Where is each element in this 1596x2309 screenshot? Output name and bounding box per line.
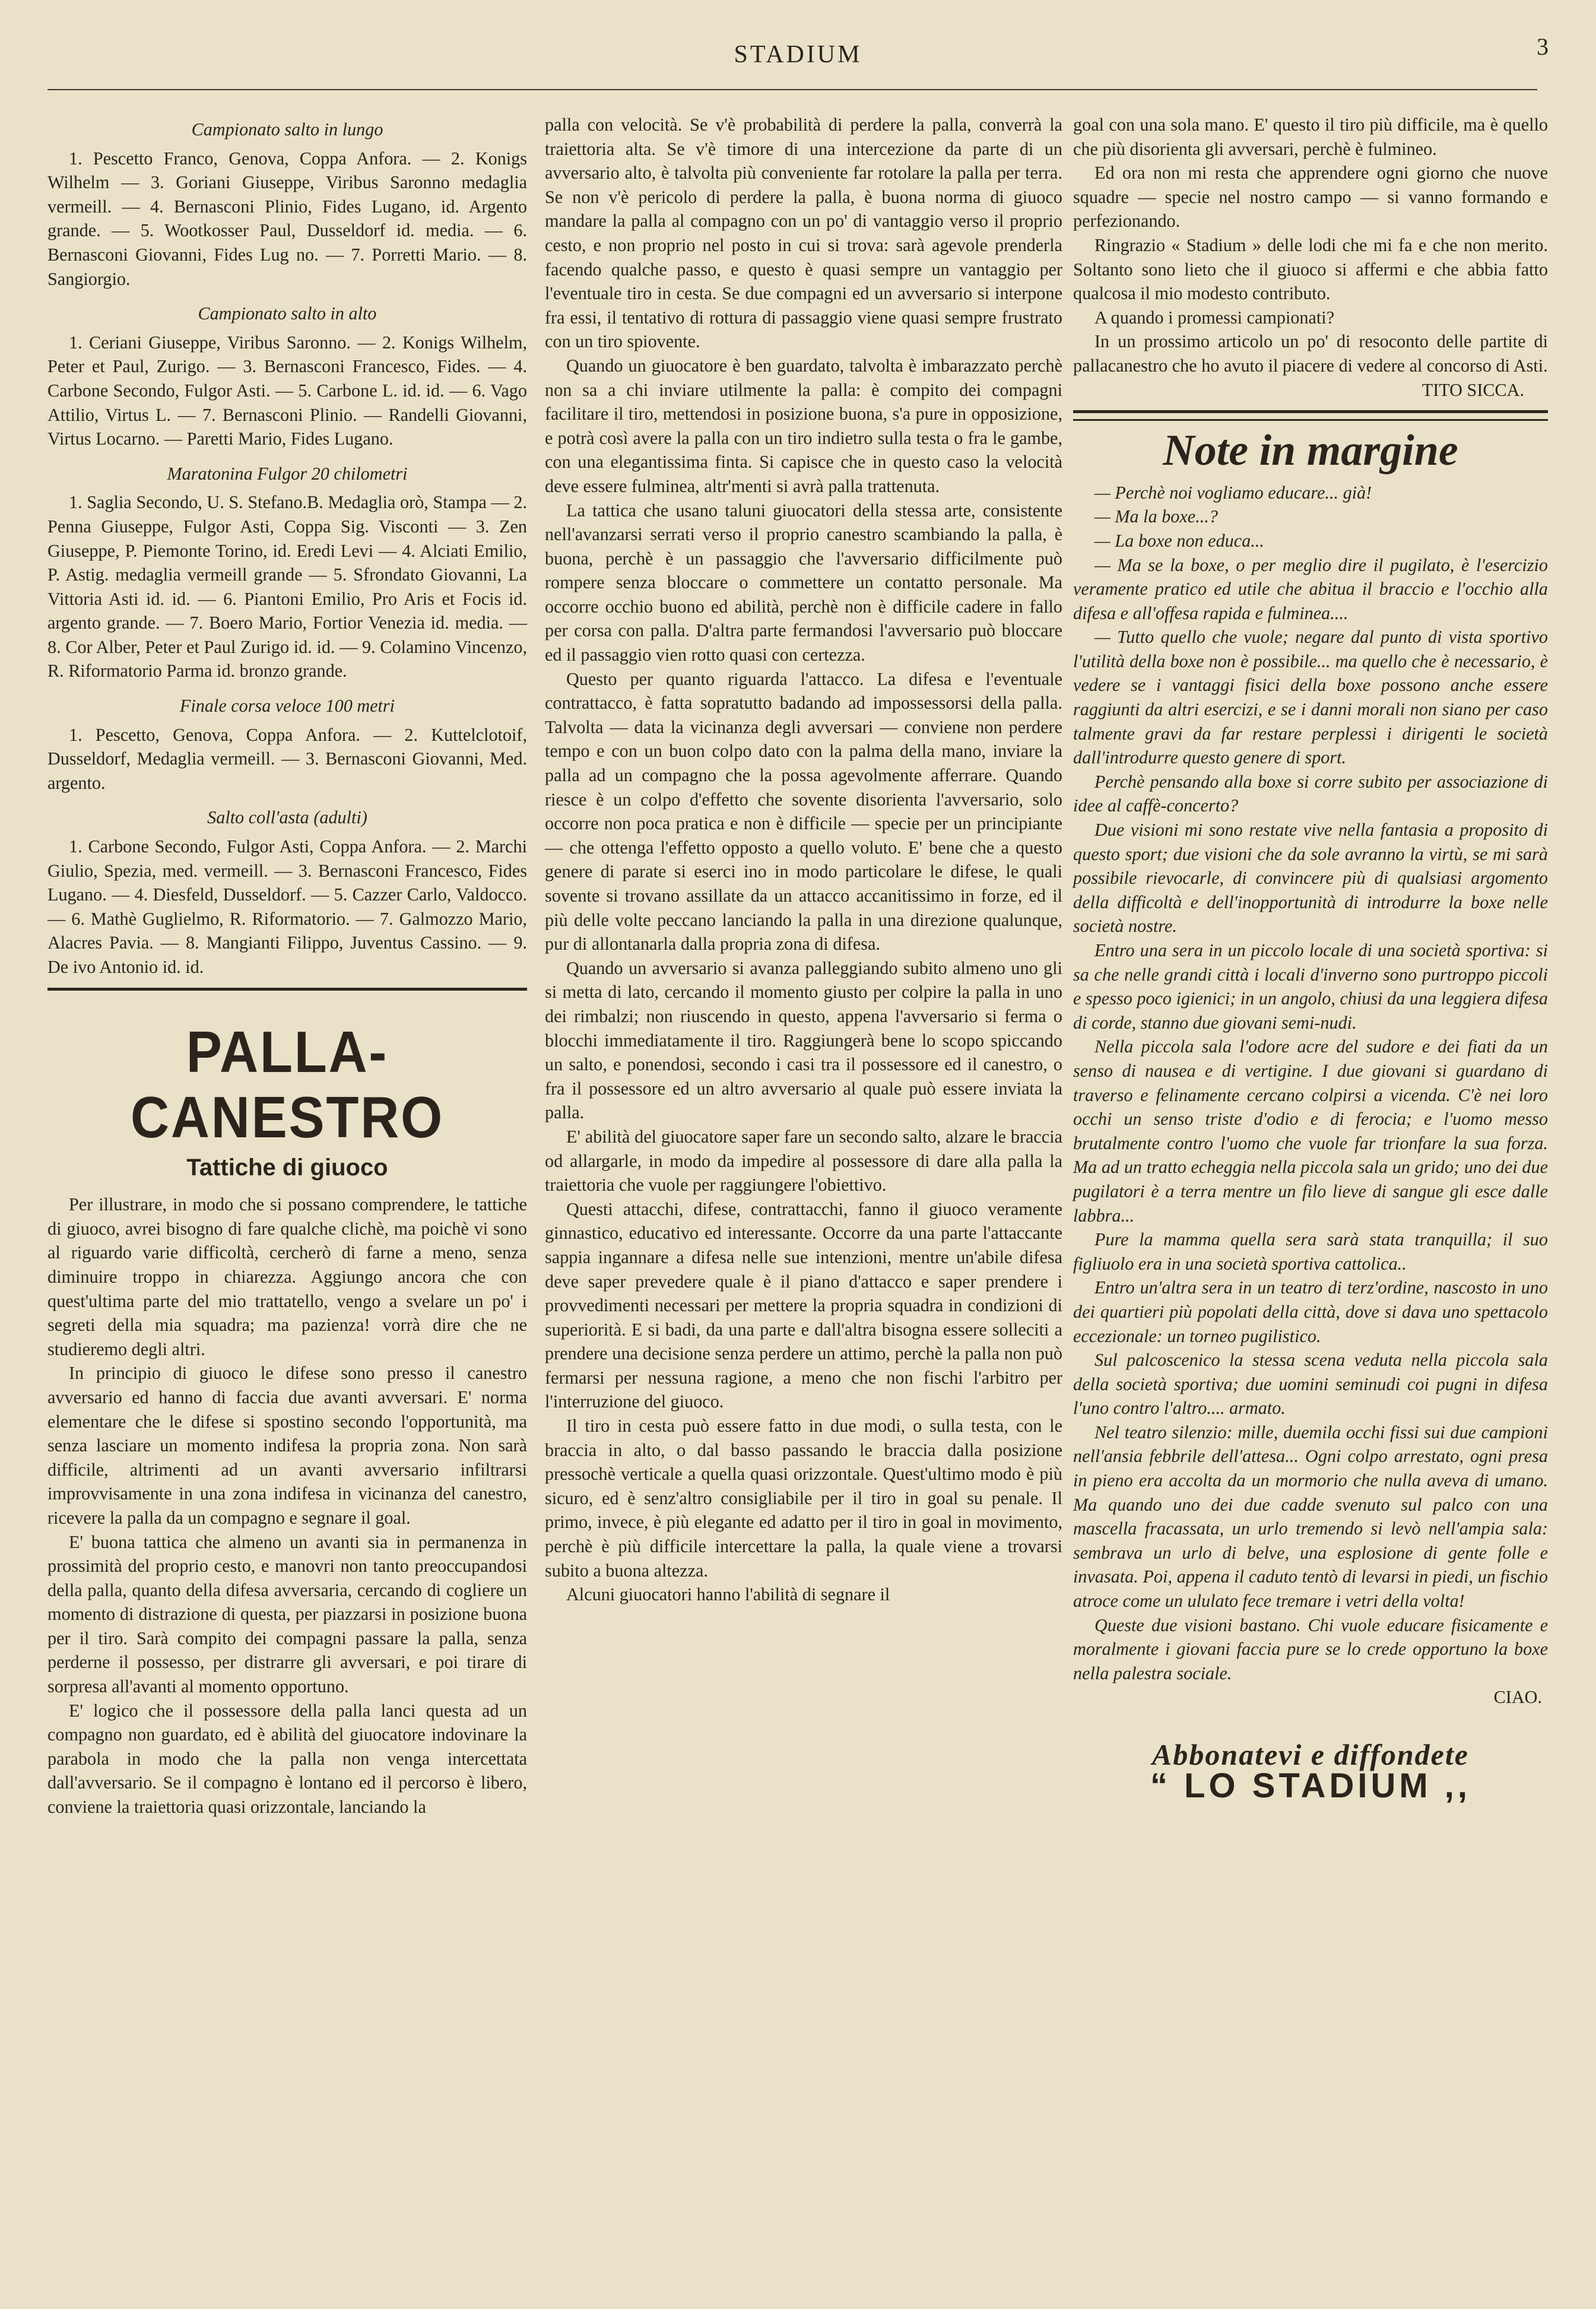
column-left xyxy=(47,113,527,1819)
masthead: STADIUM xyxy=(734,41,862,68)
note-paragraph: — Ma la boxe...? xyxy=(1094,506,1218,527)
results-corsa-veloce: 1. Pescetto, Genova, Coppa Anfora. — 2. Kuttelclotoif, Dusseldorf, Medaglia vermeill. — 3. Bernasconi Giovanni, Med. argento. xyxy=(47,724,527,793)
article-paragraph: palla con velocità. Se v'è probabilità di perdere la palla, converrà la traiettoria alta. Se v'è timore di una intercezione da parte di un avversario alto, è talvolta più conveniente far rotolare la palla per terra. Se non v'è pericolo di perdere la palla, è buona norma di giuoco mandare la palla al compagno con un po' di vantaggio verso il proprio cesto, e non proprio nel posto in cui si trova: sarà agevole prenderla facendo qualche passo, e questo è quasi sempre un vantaggio per l'eventuale tiro in cesta. Se due compagni ed un avversario si interpone fra essi, il tentativo di rottura di passaggio viene quasi sempre frustrato con un tiro spiovente. xyxy=(545,115,1062,352)
notes-body xyxy=(1073,481,1548,1686)
article-paragraph: Questo per quanto riguarda l'attacco. La difesa e l'eventuale contrattacco, è fatta sopratutto badando ad impossessorsi della palla. Talvolta — data la vicinanza degli avversari — conviene non perdere tempo e con un buon colpo dato con la palma della mano, inviare la palla ad un compagno che la possa agevolmente afferrare. Quando riesce è un colpo d'effetto che sovente disorienta l'avversario, solo occorre non poca pratica e non è difficile — specie per un principiante — che ottenga l'effetto opposto a quello voluto. E' bene che a questo genere di parate si eserci ino in modo particolare le difese, le quali sovente si trovano assillate da un attacco accanitissimo in forze, ed il più delle volte peccano lanciando la palla in una direzione qualunque, pur di allontanarla dalla propria zona di difesa. xyxy=(545,668,1062,954)
article-paragraph: La tattica che usano taluni giuocatori della stessa arte, consistente nell'avanzarsi serrati verso il proprio canestro scambiando la palla, è buona, perchè è un passaggio che l'avversario difficilmente può rompere senza bloccare o commettere un contatto personale. Ma occorre occhio buono ed abilità, perchè non è difficile cadere in fallo per corsa con palla. D'altra parte fermandosi l'avversario può bloccare ed il passaggio vien rotto quasi con certezza. xyxy=(545,500,1062,665)
section-divider xyxy=(1073,410,1548,413)
article-paragraph: Questi attacchi, difese, contrattacchi, fanno il giuoco veramente ginnastico, educativo ed interessante. Occorre da una parte l'attaccante sappia ingannare a difesa nelle sue intenzioni, mentre un'abile difesa deve saper prevedere quale è il piano d'attacco e saper prendere i provvedimenti necessari per mettere la propria squadra in condizioni di superiorità. E si badi, da una parte e dall'altra bisogna essere solleciti a prendere una decisione senza perdere un attimo, perchè la palla non può fermarsi per nessuna ragione, a meno che non fischi l'arbitro per l'interruzione del giuoco. xyxy=(545,1198,1062,1412)
article-paragraph: Ed ora non mi resta che apprendere ogni giorno che nuove squadre — specie nel nostro campo — si vanno formando e perfezionando. xyxy=(1073,163,1548,231)
note-paragraph: Perchè pensando alla boxe si corre subito per associazione di idee al caffè-concerto? xyxy=(1073,771,1548,816)
article-paragraph: Quando un giuocatore è ben guardato, talvolta è imbarazzato perchè non sa a chi inviare utilmente la palla: è compito dei compagni facilitare il tiro, mettendosi in posizione buona, s'a pure in opposizione, e potrà così avere la palla con un tiro indietro sulla testa o fra le gambe, con una elegantissima finta. Si capisce che in questo caso la velocità deve essere fulminea, altr'menti si avrà palla trattenuta. xyxy=(545,355,1062,496)
author-signature: TITO SICCA. xyxy=(1422,379,1524,400)
note-paragraph: — Ma se la boxe, o per meglio dire il pugilato, è l'esercizio veramente pratico ed utile che abitua il braccio e l'occhio alla difesa e all'offesa rapida e fulminea.... xyxy=(1073,554,1548,623)
section-title-maratonina: Maratonina Fulgor 20 chilometri xyxy=(167,463,408,484)
article-paragraph: E' logico che il possessore della palla lanci questa ad un compagno non guardato, ed è abilità del giuocatore indovinare la parabola in modo che la palla non venga intercettata dall'avversario. Se il compagno è lontano ed il percorso è libero, conviene la traiettoria quasi orizzontale, lanciando la xyxy=(47,1700,527,1818)
notes-signoff: CIAO. xyxy=(1493,1687,1542,1708)
subscribe-promo-line2: “ LO STADIUM ,, xyxy=(1150,1766,1471,1805)
section-title-salto-lungo: Campionato salto in lungo xyxy=(191,119,383,139)
note-paragraph: Entro un'altra sera in un teatro di terz'ordine, nascosto in uno dei quartieri più popolati della città, dove si dava uno spettacolo eccezionale: un torneo pugilistico. xyxy=(1073,1277,1548,1346)
article-paragraph: Ringrazio « Stadium » delle lodi che mi fa e che non merito. Soltanto sono lieto che il giuoco si affermi e che abbia fatto qualcosa il mio modesto contributo. xyxy=(1073,234,1548,304)
article-paragraph: Quando un avversario si avanza palleggiando subito almeno uno gli si metta di lato, cercando il momento giusto per colpire la palla in uno dei rimbalzi; non riuscendo in questo, appena l'avversario si ferma o blocchi immediatamente il tiro. Raggiungerà bene lo scopo spiccando un salto, e ponendosi, secondo i casi tra il possessore ed il canestro, o fra il possessore ed un altro avversario al quale può essere inviata la palla. xyxy=(545,957,1062,1123)
page-number: 3 xyxy=(1537,33,1549,60)
article-paragraph: In principio di giuoco le difese sono presso il canestro avversario ed hanno di faccia due avanti avversari. E' norma elementare che le difese si spostino secondo l'opportunità, ma senza lasciare un momento indifesa la propria zona. Non sarà difficile, altrimenti ad un avanti avversario infiltrarsi improvvisamente in una zona indifesa in vicinanza del canestro, ricevere la palla da un compagno e segnare il goal. xyxy=(47,1363,527,1528)
article-paragraph: Per illustrare, in modo che si possano comprendere, le tattiche di giuoco, avrei bisogno di fare qualche clichè, ma poichè vi sono al riguardo varie difficoltà, cercherò di farne a meno, senza diminuire troppo in chiarezza. Aggiungo ancora che con quest'ultima parte del mio trattatello, vengo a svelare un po' i segreti della mia squadra; ma pazienza! vorrà dire che ne studieremo degli altri. xyxy=(47,1194,527,1359)
note-in-margine-title: Note in margine xyxy=(1163,426,1458,475)
note-paragraph: Queste due visioni bastano. Chi vuole educare fisicamente e moralmente i giovani faccia pure se lo crede opportuno la boxe nella palestra sociale. xyxy=(1073,1615,1548,1683)
note-paragraph: Pure la mamma quella sera sarà stata tranquilla; il suo figliuolo era in una società sportiva cattolica.. xyxy=(1073,1229,1548,1274)
note-paragraph: — Perchè noi vogliamo educare... già! xyxy=(1094,482,1372,503)
article-paragraph: In un prossimo articolo un po' di resoconto delle partite di pallacanestro che ho avuto il piacere di vedere al concorso di Asti. xyxy=(1073,331,1548,376)
column-right xyxy=(1073,113,1548,1805)
results-salto-lungo: 1. Pescetto Franco, Genova, Coppa Anfora. — 2. Konigs Wilhelm — 3. Goriani Giuseppe, Viribus Saronno medaglia vermeill. — 4. Bernasconi Plinio, Fides Lugano, id. Argento grande. — 5. Wootkosser Paul, Dusseldorf id. media. — 6. Bernasconi Giovanni, Fides Lug no. — 7. Porretti Mario. — 8. Sangiorgio. xyxy=(47,148,527,289)
note-paragraph: Due visioni mi sono restate vive nella fantasia a proposito di questo sport; due visioni che da sole avranno la virtù, se mi sarà possibile rievocarle, di convincere più di qualsiasi argomento della difficoltà e dell'inopportunità di introdurre la boxe nelle società nostre. xyxy=(1073,820,1548,937)
note-paragraph: — La boxe non educa... xyxy=(1094,530,1264,551)
section-title-corsa-veloce: Finale corsa veloce 100 metri xyxy=(179,696,395,716)
note-paragraph: Entro una sera in un piccolo locale di una società sportiva: si sa che nelle grandi città i locali d'inverno sono purtroppo piccoli e spesso poco igienici; in un angolo, chiusi da una leggiera difesa di corde, stanno due giovani semi-nudi. xyxy=(1073,940,1548,1033)
section-divider-thin xyxy=(1073,419,1548,421)
article-subtitle: Tattiche di giuoco xyxy=(186,1154,388,1181)
note-paragraph: — Tutto quello che vuole; negare dal punto di vista sportivo l'utilità della boxe non è possibile... ma quello che è necessario, è vedere se i vantaggi fisici della boxe possono anche essere raggiunti da altri esercizi, e se i danni morali non siano per caso talmente gravi da far restare perplessi i dirigenti le società dall'introdurre questo genere di sport. xyxy=(1073,627,1548,768)
subscribe-promo-line1: Abbonatevi e diffondete xyxy=(1152,1738,1469,1771)
header-rule xyxy=(47,89,1537,90)
section-divider xyxy=(47,988,527,991)
column-middle xyxy=(545,113,1062,1607)
section-title-salto-alto: Campionato salto in alto xyxy=(198,303,377,324)
results-salto-asta: 1. Carbone Secondo, Fulgor Asti, Coppa Anfora. — 2. Marchi Giulio, Spezia, med. vermeill. — 3. Bernasconi Francesco, Fides Lugano. — 4. Diesfeld, Dusseldorf. — 5. Cazzer Carlo, Valdocco. — 6. Mathè Guglielmo, R. Riformatorio. — 7. Galmozzo Mario, Alacres Pavia. — 8. Mangianti Filippo, Juventus Cassino. — 9. De ivo Antonio id. id. xyxy=(47,836,527,977)
note-paragraph: Sul palcoscenico la stessa scena veduta nella piccola sala della società sportiva; due uomini seminudi coi pugni in difesa l'uno contro l'altro.... armato. xyxy=(1073,1350,1548,1419)
note-paragraph: Nel teatro silenzio: mille, duemila occhi fissi sui due campioni nell'ansia febbrile dell'attesa... Ogni colpo arrestato, ogni presa in pieno era accolta da un mormorio che nulla aveva di umano. Ma quando uno dei due cadde svenuto sul palco con una mascella fracassata, un urlo tremendo si levò nell'ampia sala: sembrava un urlo di belve, una esplosione di gente folle e invasata. Poi, appena il caduto tentò di levarsi in piedi, un fischio atroce come un ululato fece tremare i vetri della volta! xyxy=(1073,1422,1548,1612)
article-paragraph: Il tiro in cesta può essere fatto in due modi, o sulla testa, con le braccia in alto, o dal basso passando le braccia dalla posizione pressochè verticale a quella quasi orizzontale. Quest'ultimo modo è più sicuro, ed è senz'altro consigliabile per il tiro in goal su penale. Il primo, invece, è più elegante ed adatto per il tiro in goal in movimento, perchè è più difficile intercettare la palla, la quale viene a trovarsi subito a buona altezza. xyxy=(545,1416,1062,1581)
article-paragraph: A quando i promessi campionati? xyxy=(1094,307,1335,328)
article-paragraph: Alcuni giuocatori hanno l'abilità di segnare il xyxy=(566,1584,890,1605)
section-title-salto-asta: Salto coll'asta (adulti) xyxy=(207,807,367,828)
results-salto-alto: 1. Ceriani Giuseppe, Viribus Saronno. — 2. Konigs Wilhelm, Peter et Paul, Zurigo. — 3. Bernasconi Francesco, Fides. — 4. Carbone Secondo, Fulgor Asti. — 5. Carbone L. id. id. — 6. Vago Attilio, Virtus L. — 7. Bernasconi Plinio. — Randelli Giovanni, Virtus Locarno. — Paretti Mario, Fides Lugano. xyxy=(47,332,527,449)
article-headline: PALLA-CANESTRO xyxy=(130,1019,444,1150)
article-paragraph: E' abilità del giuocatore saper fare un secondo salto, alzare le braccia od allargarle, in modo da impedire al possessore di dare alla palla la traiettoria che vuole per raggiungere l'obiettivo. xyxy=(545,1126,1062,1195)
note-paragraph: Nella piccola sala l'odore acre del sudore e dei fiati da un senso di nausea e di vertigine. I due giovani si guardano di traverso e felinamente cercano colpirsi a vicenda. C'è nei loro occhi un senso triste d'odio e di ferocia; e l'uomo messo brutalmente contro l'uomo che vuole far trionfare la sua forza. Ma ad un tratto echeggia nella piccola sala un grido; uno dei due pugilatori è a terra mentre un filo lieve di sangue gli esce dalle labbra... xyxy=(1073,1036,1548,1226)
article-paragraph: E' buona tattica che almeno un avanti sia in permanenza in prossimità del proprio cesto, e manovri non tanto preoccupandosi della palla, quanto della difesa avversaria, cercando di cogliere un momento di distrazione di questa, per piazzarsi in posizione buona per il tiro. Sarà compito dei compagni passare la palla, senza perderne il possesso, per distrarre gli avversari, e poi tirare di sorpresa all'avanti al momento opportuno. xyxy=(47,1531,527,1697)
article-paragraph: goal con una sola mano. E' questo il tiro più difficile, ma è quello che più disorienta gli avversari, perchè è fulmineo. xyxy=(1073,115,1548,159)
results-maratonina: 1. Saglia Secondo, U. S. Stefano.B. Medaglia orò, Stampa — 2. Penna Giuseppe, Fulgor Asti, Coppa Sig. Visconti — 3. Zen Giuseppe, P. Piemonte Torino, id. Eredi Levi — 4. Alciati Emilio, P. Astig. medaglia vermeill grande — 5. Sfrondato Giovanni, La Vittoria Asti id. id. — 6. Piantoni Emilio, Pro Aris et Focis id. argento grande. — 7. Boero Mario, Fortior Venezia id. media. — 8. Cor Alber, Peter et Paul Zurigo id. id. — 9. Colamino Vincenzo, R. Riformatorio Parma id. bronzo grande. xyxy=(47,492,527,681)
